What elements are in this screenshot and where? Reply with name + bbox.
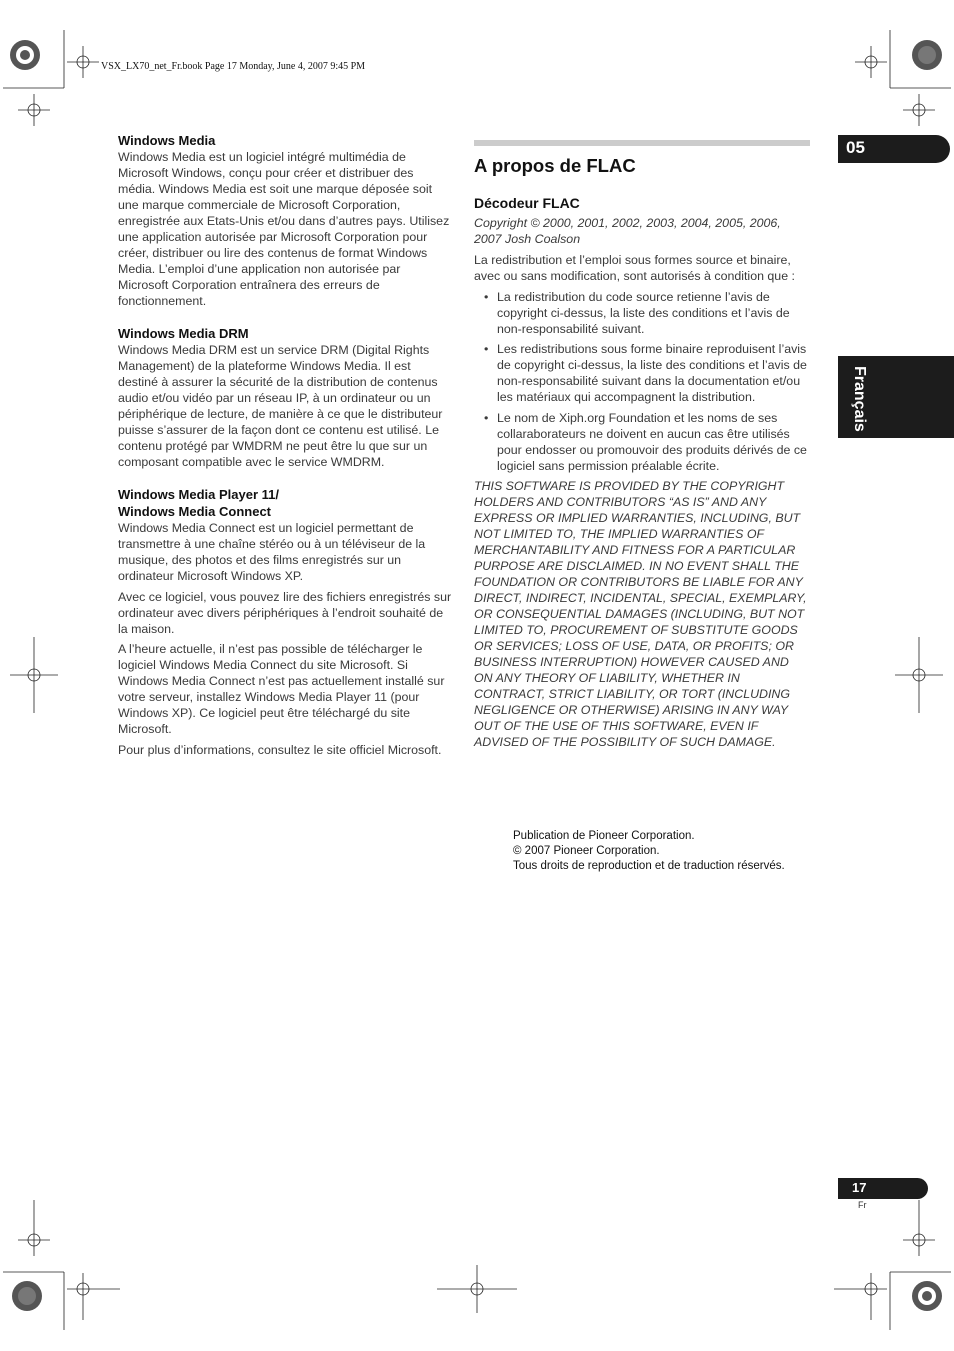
disclaimer: THIS SOFTWARE IS PROVIDED BY THE COPYRIGHT HOLDERS AND CONTRIBUTORS “AS IS” AND ANY EXPRESS OR IMPLIED WARRANTIES, INCLUDING, BUT NOT LIMITED TO, THE IMPLIED WARRANTIES OF MERCHANTABILITY AND FITNESS FOR A PARTICULAR PURPOSE ARE DISCLAIMED. IN NO EVENT SHALL THE FOUNDATION OR CONTRIBUTORS BE LIABLE FOR ANY DIRECT, INDIRECT, INCIDENTAL, SPECIAL, EXEMPLARY, OR CONSEQUENTIAL DAMAGES (INCLUDING, BUT NOT LIMITED TO, PROCUREMENT OF SUBSTITUTE GOODS OR SERVICES; LOSS OF USE, DATA, OR PROFITS; OR BUSINESS INTERRUPTION) HOWEVER CAUSED AND ON ANY THEORY OF LIABILITY, WHETHER IN CONTRACT, STRICT LIABILITY, OR TORT (INCLUDING NEGLIGENCE OR OTHERWISE) ARISING IN ANY WAY OUT OF THE USE OF THIS SOFTWARE, EVEN IF ADVISED OF THE POSSIBILITY OF SUCH DAMAGE. <box>474 479 807 749</box>
section-windows-media-drm <box>118 325 454 470</box>
right-column <box>474 140 810 755</box>
file-info-line: VSX_LX70_net_Fr.book Page 17 Monday, June 4, 2007 9:45 PM <box>101 61 366 72</box>
conditions-list <box>474 289 810 474</box>
registration-mark-icon <box>855 46 887 78</box>
registration-mark-icon <box>834 1273 887 1320</box>
registration-mark-icon <box>895 637 943 713</box>
page-number-tab <box>838 1178 928 1199</box>
page-language-code: Fr <box>858 1200 867 1210</box>
starburst-target-icon <box>912 40 942 70</box>
registration-mark-icon <box>67 1273 120 1320</box>
list-item: • Les redistributions sous forme binaire reproduisent l’avis de copyright ci-dessus, la liste des conditions et l’avis de non-responsabilité suivant dans la documentation et/ou les matériaux qui accompagnent la distribution. <box>484 342 807 404</box>
paragraph: La redistribution et l’emploi sous formes source et binaire, avec ou sans modification, sont autorisés à condition que : <box>474 253 795 283</box>
section-rule <box>474 140 810 146</box>
publication-line: © 2007 Pioneer Corporation. <box>513 845 660 857</box>
chapter-number: 05 <box>846 138 865 157</box>
paragraph: Windows Media est un logiciel intégré multimédia de Microsoft Windows, conçu pour créer et distribuer des média. Windows Media est soit une marque déposée soit une marque commerciale de Microsoft Corporation, enregistrée aux Etats-Unis et/ou dans d’autres pays. Utilisez une application autorisée par Microsoft Corporation pour créer, distribuer ou lire des contenus de format Windows Media. L’emploi d’une application non autorisée par Microsoft Corporation entraînera des erreurs de fonctionnement. <box>118 150 450 308</box>
paragraph: Windows Media DRM est un service DRM (Digital Rights Management) de la plateforme Windows Media. Il est destiné à assurer la sécurité de la distribution de contenus audio et/ou vidéo par un réseau IP, à un ordinateur ou un périphérique de lecture, de manière à ce que le distributeur puisse s’assurer de la façon dont ce contenu est utilisé. Le contenu protégé par WMDRM ne peut être lu que sur un composant compatible avec le service WMDRM. <box>118 343 443 469</box>
starburst-target-icon <box>10 40 40 70</box>
section-windows-media-connect <box>118 486 454 758</box>
list-item: • Le nom de Xiph.org Foundation et les noms de ses collaraborateurs ne doivent en aucun cas être utilisés pour endosser ou promouvoir des produits dérivés de ce logiciel sans permission préalable écrite. <box>484 410 807 473</box>
chapter-tab <box>838 135 950 163</box>
registration-mark-icon <box>18 94 50 126</box>
publication-line: Tous droits de reproduction et de traduction réservés. <box>513 860 785 872</box>
section-windows-media <box>118 132 454 309</box>
registration-mark-icon <box>437 1265 517 1313</box>
paragraph: A l’heure actuelle, il n’est pas possible de télécharger le logiciel Windows Media Connect du site Microsoft. Si Windows Media Connect n’est pas actuellement installé sur votre serveur, installez Windows Media Player 11 (pour Windows XP). Ce logiciel peut être téléchargé du site Microsoft. <box>118 642 445 736</box>
page-title: A propos de FLAC <box>474 155 636 176</box>
language-label: Français <box>851 366 868 432</box>
page-number: 17 <box>852 1180 867 1195</box>
publication-line: Publication de Pioneer Corporation. <box>513 830 695 842</box>
bullet: • <box>484 342 489 356</box>
paragraph: Avec ce logiciel, vous pouvez lire des fichiers enregistrés sur ordinateur avec divers périphériques à l’endroit souhaité de la maison. <box>118 589 452 636</box>
starburst-target-icon <box>912 1281 942 1311</box>
language-tab <box>838 356 954 438</box>
section-heading: Windows Media Player 11/ <box>118 487 279 502</box>
section-heading: Windows Media DRM <box>118 326 249 341</box>
paragraph: Windows Media Connect est un logiciel permettant de transmettre à une chaîne stéréo ou à un téléviseur de la musique, des photos et des films enregistrés sur un ordinateur Microsoft Windows XP. <box>118 521 426 583</box>
publication-info <box>513 829 785 874</box>
paragraph: Pour plus d’informations, consultez le site officiel Microsoft. <box>118 742 442 757</box>
registration-mark-icon <box>10 637 58 713</box>
starburst-target-icon <box>12 1281 42 1311</box>
registration-mark-icon <box>903 94 935 126</box>
copyright-notice: Copyright © 2000, 2001, 2002, 2003, 2004, 2005, 2006, 2007 Josh Coalson <box>474 216 781 246</box>
bullet: • <box>484 289 489 304</box>
bullet: • <box>484 410 489 425</box>
list-item: • La redistribution du code source retienne l’avis de copyright ci-dessus, la liste des conditions et l’avis de non-responsabilité suivant. <box>484 289 790 336</box>
registration-mark-icon <box>903 1200 935 1256</box>
registration-mark-icon <box>18 1200 50 1256</box>
subsection-heading: Décodeur FLAC <box>474 195 580 211</box>
section-heading: Windows Media <box>118 133 216 148</box>
left-column <box>118 132 454 774</box>
section-heading: Windows Media Connect <box>118 504 271 519</box>
registration-mark-icon <box>67 46 99 78</box>
